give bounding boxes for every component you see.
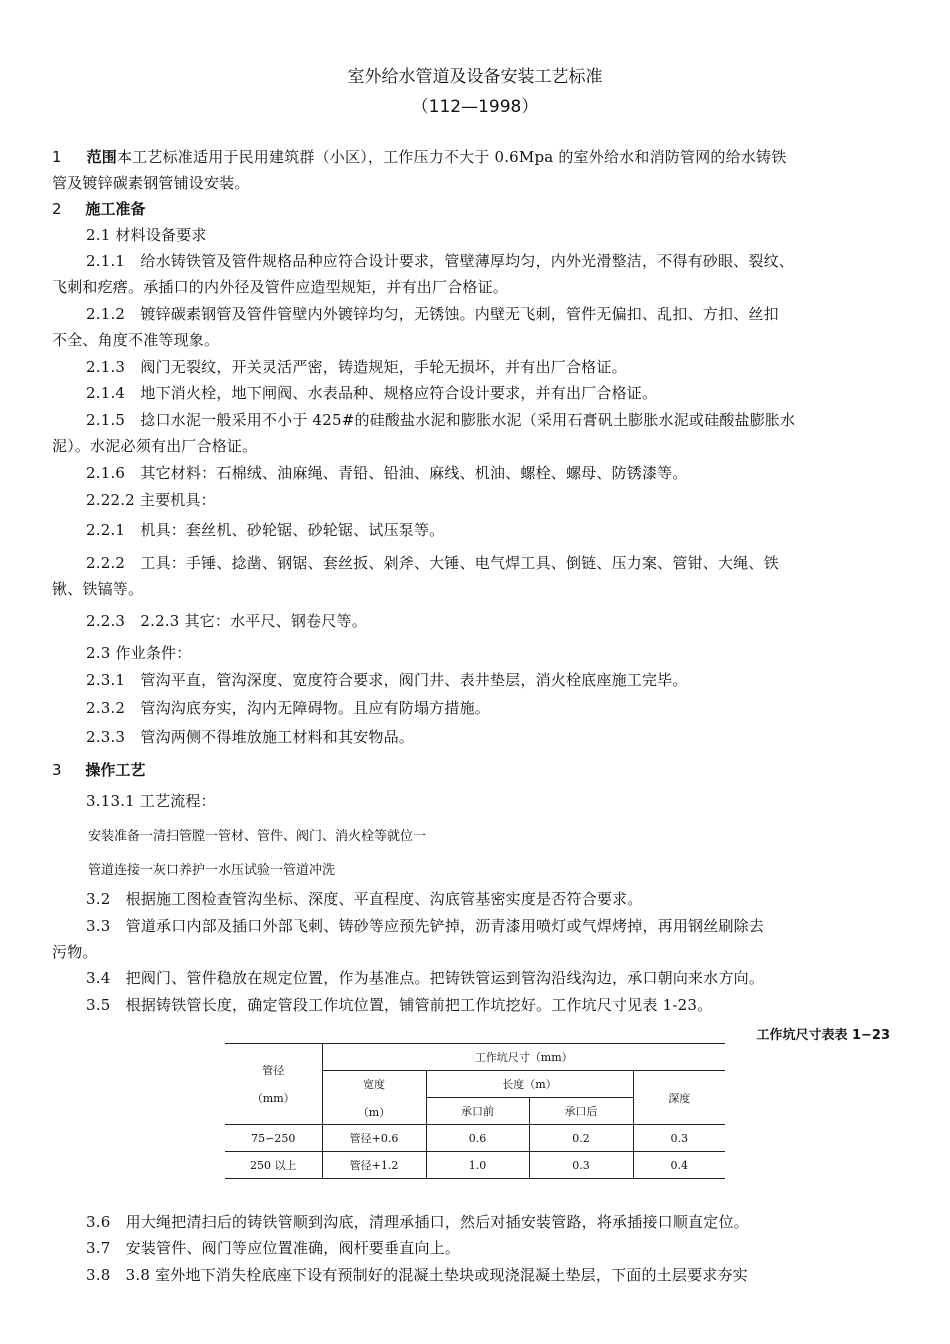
header-width-unit: （m） xyxy=(357,1105,391,1119)
document-subtitle: （112—1998） xyxy=(411,97,539,117)
para-2-2-1: 2.2.1 机具：套丝机、砂轮锯、砂轮锯、试压泵等。 xyxy=(86,521,445,539)
para-2-2: 2.22.2 主要机具： xyxy=(86,491,216,509)
para-2-1-2-b: 不全、角度不准等现象。 xyxy=(52,331,220,349)
para-2-1-3: 2.1.3 阀门无裂纹，开关灵活严密，铸造规矩，手轮无损坏，并有出厂合格证。 xyxy=(86,358,627,376)
header-diameter-label: 管径 xyxy=(262,1064,285,1077)
para-2-2-2-a: 2.2.2 工具：手锤、捻凿、钢锯、套丝扳、剁斧、大锤、电气焊工具、倒链、压力案、管钳、大绳、铁 xyxy=(86,554,779,572)
cell-after: 0.3 xyxy=(529,1152,633,1179)
cell-after: 0.2 xyxy=(529,1125,633,1152)
cell-diameter: 250 以上 xyxy=(250,1159,297,1172)
para-3-4: 3.4 把阀门、管件稳放在规定位置，作为基准点。把铸铁管运到管沟沿线沟边，承口朝向来水方向。 xyxy=(86,969,765,987)
para-3-7: 3.7 安装管件、阀门等应位置准确，阀杆要垂直向上。 xyxy=(86,1239,461,1257)
para-2-1-5-b: 泥）。水泥必须有出厂合格证。 xyxy=(52,437,258,455)
para-2-1-5-a: 2.1.5 捻口水泥一般采用不小于 425#的硅酸盐水泥和膨胀水泥（采用石膏矾土膨胀水泥或硅酸盐膨胀水 xyxy=(86,411,796,429)
section-2-title: 施工准备 xyxy=(85,200,146,218)
document-title: 室外给水管道及设备安装工艺标准 xyxy=(347,67,603,87)
section-1-line-2: 管及镀锌碳素钢管铺设安装。 xyxy=(52,174,250,192)
section-1-text: 本工艺标准适用于民用建筑群（小区），工作压力不大于 0.6Mpa 的室外给水和消防管网的给水铸铁 xyxy=(117,148,787,166)
para-2-1-1-a: 2.1.1 给水铸铁管及管件规格品种应符合设计要求，管壁薄厚均匀，内外光滑整洁，不得有砂眼、裂纹、 xyxy=(86,252,794,270)
para-2-2-3: 2.2.3 2.2.3 其它：水平尺、钢卷尺等。 xyxy=(86,612,367,630)
table-caption: 工作坑尺寸表表 1−23 xyxy=(756,1028,890,1043)
header-diameter-unit: （mm） xyxy=(251,1092,295,1105)
para-2-3-3: 2.3.3 管沟两侧不得堆放施工材料和其安物品。 xyxy=(86,728,414,746)
table-row xyxy=(225,1152,725,1179)
para-3-5: 3.5 根据铸铁管长度，确定管段工作坑位置，铺管前把工作坑挖好。工作坑尺寸见表 1-23。 xyxy=(86,996,713,1014)
header-diameter xyxy=(225,1044,322,1125)
process-flow-line-2: 管道连接一灰口养护一水压试验一管道冲洗 xyxy=(88,863,336,878)
cell-before: 0.6 xyxy=(426,1125,529,1152)
para-2-2-2-b: 锹、铁镐等。 xyxy=(52,580,144,598)
header-after-socket: 承口后 xyxy=(529,1098,633,1125)
section-2-heading xyxy=(52,198,145,219)
para-2-1-2-a: 2.1.2 镀锌碳素钢管及管件管壁内外镀锌均匀，无锈蚀。内壁无飞刺，管件无偏扣、乱扣、方扣、丝扣 xyxy=(86,305,779,323)
table-row xyxy=(225,1125,725,1152)
para-3-8: 3.8 3.8 室外地下消失栓底座下设有预制好的混凝土垫块或现浇混凝土垫层，下面的土层要求夯实 xyxy=(86,1266,748,1284)
header-width xyxy=(322,1071,426,1125)
cell-width: 管径+0.6 xyxy=(322,1125,426,1152)
para-3-1: 3.13.1 工艺流程： xyxy=(86,792,216,810)
para-2-3-1: 2.3.1 管沟平直，管沟深度、宽度符合要求，阀门井、表井垫层，消火栓底座施工完毕。 xyxy=(86,671,688,689)
para-2-3-2: 2.3.2 管沟沟底夯实，沟内无障碍物。且应有防塌方措施。 xyxy=(86,699,490,717)
section-3-number: 3 xyxy=(52,761,62,779)
section-1-number: 1 xyxy=(52,148,62,166)
para-2-1: 2.1 材料设备要求 xyxy=(86,226,207,244)
header-work-pit: 工作坑尺寸（mm） xyxy=(322,1044,725,1071)
header-before-socket: 承口前 xyxy=(426,1098,529,1125)
cell-depth: 0.3 xyxy=(633,1125,725,1152)
para-3-3-b: 污物。 xyxy=(52,943,98,961)
para-3-3-a: 3.3 管道承口内部及插口外部飞刺、铸砂等应预先铲掉，沥青漆用喷灯或气焊烤掉，再用钢丝刷除去 xyxy=(86,917,765,935)
cell-before: 1.0 xyxy=(426,1152,529,1179)
para-2-3: 2.3 作业条件： xyxy=(86,644,192,662)
cell-width: 管径+1.2 xyxy=(322,1152,426,1179)
section-1-line-1 xyxy=(52,146,786,167)
section-3-title: 操作工艺 xyxy=(85,761,146,779)
cell-depth: 0.4 xyxy=(633,1152,725,1179)
cell-diameter: 75∽250 xyxy=(251,1131,296,1145)
header-width-label: 宽度 xyxy=(363,1077,385,1091)
header-depth: 深度 xyxy=(633,1071,725,1125)
para-2-1-1-b: 飞刺和疙瘩。承插口的内外径及管件应造型规矩，并有出厂合格证。 xyxy=(52,278,509,296)
work-pit-size-table xyxy=(225,1043,725,1179)
section-1-heading: 范围 xyxy=(86,148,117,166)
para-3-6: 3.6 用大绳把清扫后的铸铁管顺到沟底，清理承插口，然后对插安装管路，将承插接口顺直定位。 xyxy=(86,1213,749,1231)
para-3-2: 3.2 根据施工图检查管沟坐标、深度、平直程度、沟底管基密实度是否符合要求。 xyxy=(86,890,643,908)
para-2-1-6: 2.1.6 其它材料：石棉绒、油麻绳、青铅、铅油、麻线、机油、螺栓、螺母、防锈漆等。 xyxy=(86,464,688,482)
section-2-number: 2 xyxy=(52,200,62,218)
process-flow-line-1: 安装准备一清扫管膛一管材、管件、阀门、消火栓等就位一 xyxy=(88,829,427,844)
section-3-heading xyxy=(52,759,145,780)
header-length: 长度（m） xyxy=(426,1071,633,1098)
para-2-1-4: 2.1.4 地下消火栓，地下闸阀、水表品种、规格应符合设计要求，并有出厂合格证。 xyxy=(86,384,658,402)
